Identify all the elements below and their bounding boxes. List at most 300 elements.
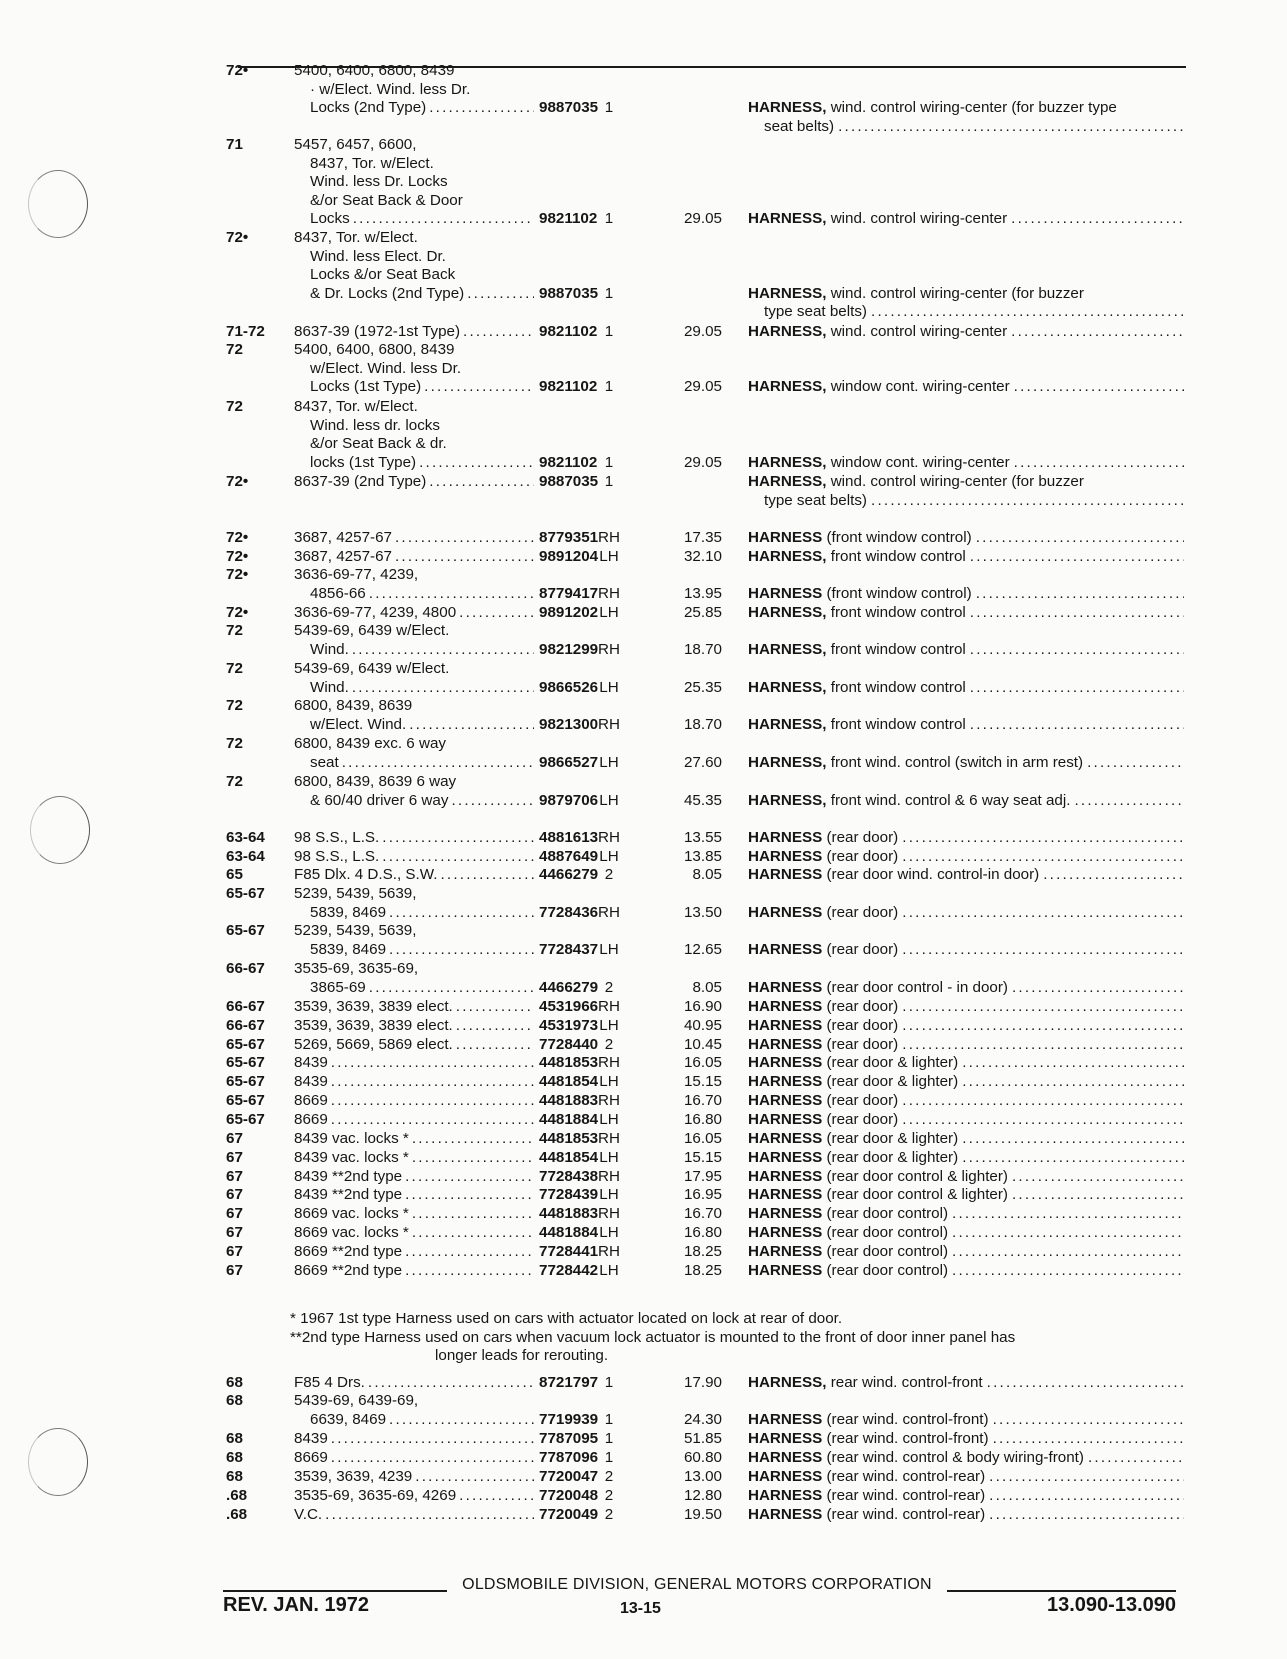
quantity: 2	[604, 978, 614, 996]
price: 18.70	[683, 715, 722, 733]
quantity: 2	[604, 866, 614, 883]
harness-label: HARNESS	[748, 1430, 823, 1447]
leader-dots	[379, 829, 534, 848]
description-line: wind. control wiring-center (for buzzer	[830, 473, 1084, 490]
model-year: 65-67	[226, 922, 265, 939]
model-description	[294, 473, 534, 492]
part-number: 4481854	[539, 1149, 599, 1166]
quantity: RH	[598, 715, 620, 733]
model-line: 5239, 5439, 5639,	[294, 885, 417, 902]
footnotes	[290, 1310, 1190, 1366]
leader-dots	[898, 1092, 1184, 1111]
model-line: 5400, 6400, 6800, 8439	[294, 341, 455, 358]
footer-corporation: OLDSMOBILE DIVISION, GENERAL MOTORS CORPORATION	[462, 1576, 932, 1593]
model-year: 65-67	[226, 1073, 265, 1090]
model-description	[294, 1262, 534, 1281]
quantity: RH	[598, 1243, 620, 1260]
part-description	[748, 99, 1184, 136]
part-number: 4881613	[539, 829, 599, 846]
description-line: window cont. wiring-center	[830, 378, 1010, 396]
model-year: 72	[226, 398, 243, 415]
model-description	[294, 62, 534, 118]
leader-dots	[412, 1468, 534, 1487]
quantity: 1	[604, 378, 614, 396]
model-line: 6800, 8439, 8639 6 way	[294, 773, 457, 790]
model-year: 67	[226, 1130, 243, 1147]
model-description	[294, 136, 534, 229]
part-number: 4466279	[539, 866, 599, 883]
part-number: 9821102	[539, 210, 598, 228]
quantity: RH	[598, 529, 620, 546]
description-line: wind. control wiring-center	[830, 210, 1008, 228]
harness-label: HARNESS	[748, 1243, 823, 1260]
part-number: 8779351	[539, 529, 599, 546]
leader-dots	[448, 792, 534, 811]
part-description	[748, 1506, 1184, 1525]
leader-dots	[1008, 1168, 1184, 1187]
model-line: 3539, 3639, 3839 elect.	[294, 1017, 453, 1034]
leader-dots	[328, 1092, 534, 1111]
model-line: 8439	[294, 1430, 328, 1447]
model-line: 8437, Tor. w/Elect.	[294, 229, 418, 246]
description-line: (rear door)	[826, 940, 899, 958]
model-description	[294, 323, 534, 342]
part-description	[748, 604, 1184, 623]
model-line: 6639, 8469	[310, 1410, 387, 1428]
leader-dots	[948, 1224, 1184, 1243]
model-year: 67	[226, 1243, 243, 1260]
model-line: 8439 **2nd type	[294, 1186, 403, 1203]
leader-dots	[1070, 792, 1184, 811]
part-number: 8721797	[539, 1374, 599, 1391]
quantity: RH	[598, 1054, 620, 1071]
model-year: 68	[226, 1449, 243, 1466]
description-line: (rear wind. control-rear)	[826, 1487, 986, 1504]
part-description	[748, 1243, 1184, 1262]
part-description	[748, 641, 1184, 660]
part-number: 9891204	[539, 548, 599, 565]
price: 18.25	[683, 1243, 722, 1260]
model-description	[294, 1205, 534, 1224]
quantity: RH	[598, 640, 620, 658]
leader-dots	[985, 1487, 1184, 1506]
price: 16.90	[683, 998, 722, 1015]
part-description	[748, 1468, 1184, 1487]
model-line: 8439 vac. locks *	[294, 1149, 409, 1166]
harness-label: HARNESS	[748, 998, 823, 1015]
description-line: (rear door control)	[826, 1243, 949, 1260]
model-line: Wind.	[310, 678, 349, 696]
model-line: 98 S.S., L.S.	[294, 848, 380, 865]
harness-label: HARNESS,	[748, 640, 827, 658]
part-description	[748, 529, 1184, 548]
model-line: 3636-69-77, 4239, 4800	[294, 604, 457, 621]
quantity: RH	[598, 1130, 620, 1147]
leader-dots	[402, 1243, 534, 1262]
harness-label: HARNESS,	[748, 678, 827, 696]
quantity: RH	[598, 829, 620, 846]
leader-dots	[437, 866, 534, 885]
model-line: 5439-69, 6439 w/Elect.	[294, 660, 450, 677]
quantity: 1	[604, 99, 614, 117]
model-description	[294, 1017, 534, 1036]
price: 13.95	[683, 584, 722, 602]
leader-dots	[328, 1430, 534, 1449]
model-year: 65	[226, 866, 243, 883]
quantity: LH	[599, 604, 619, 621]
leader-dots	[453, 1036, 534, 1055]
model-description	[294, 1430, 534, 1449]
leader-dots	[402, 1168, 534, 1187]
price: 8.05	[692, 866, 722, 883]
leader-dots	[1010, 454, 1184, 473]
leader-dots	[985, 1506, 1184, 1525]
model-description	[294, 1487, 534, 1506]
description-line: (rear door & lighter)	[826, 1149, 959, 1166]
quantity: LH	[599, 1017, 619, 1034]
leader-dots	[406, 716, 534, 735]
model-year: 72	[226, 341, 243, 358]
description-line: seat belts)	[764, 117, 835, 135]
price: 29.05	[683, 378, 722, 396]
part-number: 7728439	[539, 1186, 599, 1203]
model-description	[294, 1506, 534, 1525]
model-line: locks (1st Type)	[310, 453, 417, 471]
leader-dots	[867, 303, 1184, 322]
model-year: 67	[226, 1168, 243, 1185]
part-description	[748, 285, 1184, 322]
leader-dots	[464, 285, 534, 304]
model-description	[294, 1168, 534, 1187]
quantity: RH	[598, 903, 620, 921]
leader-dots	[1010, 378, 1184, 397]
price: 29.05	[683, 323, 722, 340]
part-description	[748, 866, 1184, 885]
harness-label: HARNESS	[748, 1054, 823, 1071]
model-line: &/or Seat Back & Door	[310, 191, 463, 209]
leader-dots	[366, 979, 534, 998]
model-line: 8669 **2nd type	[294, 1262, 403, 1279]
part-description	[748, 1073, 1184, 1092]
model-year: 68	[226, 1430, 243, 1447]
model-year: 67	[226, 1224, 243, 1241]
leader-dots	[349, 641, 534, 660]
leader-dots	[898, 848, 1184, 867]
model-year: 65-67	[226, 1111, 265, 1128]
description-line: (rear wind. control & body wiring-front)	[826, 1449, 1084, 1466]
quantity: LH	[599, 753, 619, 771]
part-description	[748, 1411, 1184, 1430]
price: 27.60	[683, 753, 722, 771]
model-line: Wind. less Dr. Locks	[310, 173, 448, 191]
harness-label: HARNESS,	[748, 323, 827, 340]
model-description	[294, 998, 534, 1017]
quantity: LH	[599, 791, 619, 809]
quantity: 1	[604, 453, 614, 471]
model-line: 6800, 8439 exc. 6 way	[294, 735, 446, 752]
description-line: (front window control)	[826, 529, 972, 546]
model-description	[294, 866, 534, 885]
model-year: 65-67	[226, 885, 265, 902]
leader-dots	[898, 1017, 1184, 1036]
quantity: 1	[604, 210, 614, 228]
description-line: (rear door)	[826, 1092, 899, 1109]
quantity: LH	[599, 1262, 619, 1279]
part-description	[748, 323, 1184, 342]
part-number: 9879706	[539, 791, 599, 809]
leader-dots	[460, 323, 534, 342]
leader-dots	[1007, 210, 1184, 229]
model-line: 8669 vac. locks *	[294, 1224, 409, 1241]
price: 29.05	[683, 453, 722, 471]
model-line: 3687, 4257-67	[294, 548, 392, 565]
model-description	[294, 660, 534, 697]
description-line: (rear door)	[826, 848, 899, 865]
model-line: 8437, Tor. w/Elect.	[294, 398, 418, 415]
model-description	[294, 960, 534, 997]
part-number: 4481883	[539, 1092, 599, 1109]
model-year: 68	[226, 1374, 243, 1391]
part-number: 7728442	[539, 1262, 599, 1279]
description-line: front window control	[830, 640, 966, 658]
footnote-second-type-continued: longer leads for rerouting.	[435, 1347, 609, 1365]
part-number: 7720047	[539, 1468, 599, 1485]
part-description	[748, 716, 1184, 735]
leader-dots	[989, 1430, 1184, 1449]
harness-label: HARNESS	[748, 1449, 823, 1466]
footer-rule-right	[947, 1590, 1176, 1592]
leader-dots	[426, 473, 534, 492]
model-line: Locks (1st Type)	[310, 378, 422, 396]
model-line: Wind.	[310, 640, 349, 658]
part-number: 9887035	[539, 473, 599, 490]
model-description	[294, 848, 534, 867]
part-number: 8779417	[539, 584, 599, 602]
leader-dots	[328, 1073, 534, 1092]
part-description	[748, 1130, 1184, 1149]
quantity: 2	[604, 1468, 614, 1485]
leader-dots	[898, 1036, 1184, 1055]
model-description	[294, 1243, 534, 1262]
quantity: LH	[599, 678, 619, 696]
part-description	[748, 1186, 1184, 1205]
model-line: 8669 vac. locks *	[294, 1205, 409, 1222]
price: 12.80	[683, 1487, 722, 1504]
part-description	[748, 1262, 1184, 1281]
model-line: 3636-69-77, 4239,	[294, 566, 419, 583]
model-year: 72•	[226, 604, 249, 621]
harness-label: HARNESS	[748, 1262, 823, 1279]
model-year: 65-67	[226, 1036, 265, 1053]
footer-rule-left	[223, 1590, 447, 1592]
description-line: type seat belts)	[764, 491, 867, 509]
harness-label: HARNESS,	[748, 284, 827, 302]
model-year: 72•	[226, 566, 249, 583]
harness-label: HARNESS,	[748, 604, 827, 621]
model-line: w/Elect. Wind.	[310, 715, 407, 733]
model-line: Locks	[310, 210, 350, 228]
leader-dots	[386, 904, 534, 923]
harness-label: HARNESS	[748, 1168, 823, 1185]
price: 8.05	[692, 978, 722, 996]
leader-dots	[948, 1243, 1184, 1262]
model-description	[294, 697, 534, 734]
harness-label: HARNESS	[748, 1092, 823, 1109]
price: 12.65	[683, 940, 722, 958]
model-year: 63-64	[226, 848, 265, 865]
price: 25.85	[683, 604, 722, 621]
model-description	[294, 1392, 534, 1429]
part-number: 9821299	[539, 640, 599, 658]
part-number: 4531973	[539, 1017, 599, 1034]
description-line: wind. control wiring-center (for buzzer type	[830, 99, 1117, 117]
model-line: 5839, 8469	[310, 903, 387, 921]
quantity: LH	[599, 848, 619, 865]
leader-dots	[972, 585, 1184, 604]
harness-label: HARNESS	[748, 866, 823, 883]
leader-dots	[366, 585, 534, 604]
quantity: 2	[604, 1487, 614, 1504]
price: 17.95	[683, 1168, 722, 1185]
leader-dots	[1039, 866, 1184, 885]
part-description	[748, 848, 1184, 867]
part-number: 7787096	[539, 1449, 599, 1466]
page-number: 13-15	[620, 1600, 661, 1617]
leader-dots	[416, 454, 534, 473]
price: 45.35	[683, 791, 722, 809]
model-line: 4856-66	[310, 584, 366, 602]
part-number: 7728437	[539, 940, 599, 958]
model-line: 3535-69, 3635-69,	[294, 960, 419, 977]
revision-date: REV. JAN. 1972	[223, 1594, 370, 1616]
model-year: 66-67	[226, 960, 265, 977]
model-year: 68	[226, 1468, 243, 1485]
harness-label: HARNESS,	[748, 753, 827, 771]
leader-dots	[898, 904, 1184, 923]
model-line: F85 Dlx. 4 D.S., S.W.	[294, 866, 438, 883]
description-line: (rear door control & lighter)	[826, 1168, 1008, 1185]
harness-label: HARNESS	[748, 1149, 823, 1166]
part-number: 7787095	[539, 1430, 599, 1447]
quantity: 1	[604, 473, 614, 490]
model-line: 3535-69, 3635-69, 4269	[294, 1487, 457, 1504]
description-line: wind. control wiring-center	[830, 323, 1008, 340]
model-description	[294, 885, 534, 922]
model-line: 5457, 6457, 6600,	[294, 136, 417, 153]
leader-dots	[350, 210, 534, 229]
part-number: 7719939	[539, 1410, 599, 1428]
model-description	[294, 1449, 534, 1468]
model-line: F85 4 Drs.	[294, 1374, 365, 1391]
part-description	[748, 1224, 1184, 1243]
description-line: (rear door control - in door)	[826, 978, 1008, 996]
model-year: 71-72	[226, 323, 265, 340]
quantity: LH	[599, 1073, 619, 1090]
part-description	[748, 1017, 1184, 1036]
model-line: 8669	[294, 1449, 328, 1466]
description-line: wind. control wiring-center (for buzzer	[830, 284, 1084, 302]
part-number: 9887035	[539, 284, 599, 302]
model-description	[294, 229, 534, 303]
leader-dots	[386, 941, 534, 960]
price: 16.70	[683, 1092, 722, 1109]
model-line: seat	[310, 753, 339, 771]
part-number: 4481853	[539, 1130, 599, 1147]
harness-label: HARNESS	[748, 903, 823, 921]
part-number: 7720048	[539, 1487, 599, 1504]
leader-dots	[349, 679, 534, 698]
model-year: .68	[226, 1487, 248, 1504]
part-number: 7728436	[539, 903, 599, 921]
model-year: .68	[226, 1506, 248, 1523]
leader-dots	[421, 378, 534, 397]
part-number: 7728440	[539, 1036, 599, 1053]
quantity: LH	[599, 1224, 619, 1241]
model-line: 8439 vac. locks *	[294, 1130, 409, 1147]
part-number: 7728438	[539, 1168, 599, 1185]
leader-dots	[1083, 754, 1184, 773]
model-year: 72	[226, 735, 243, 752]
model-year: 72	[226, 773, 243, 790]
model-description	[294, 922, 534, 959]
harness-label: HARNESS,	[748, 99, 827, 117]
quantity: LH	[599, 548, 619, 565]
part-description	[748, 1054, 1184, 1073]
leader-dots	[989, 1411, 1184, 1430]
harness-label: HARNESS	[748, 940, 823, 958]
part-number: 4887649	[539, 848, 599, 865]
binder-hole-bottom	[28, 1428, 88, 1496]
leader-dots	[983, 1374, 1184, 1393]
leader-dots	[328, 1054, 534, 1073]
leader-dots	[409, 1224, 534, 1243]
part-description	[748, 904, 1184, 923]
leader-dots	[386, 1411, 534, 1430]
part-number: 9821102	[539, 453, 598, 471]
model-year: 68	[226, 1392, 243, 1409]
part-number: 4531966	[539, 998, 599, 1015]
model-line: w/Elect. Wind. less Dr.	[310, 359, 462, 377]
part-description	[748, 210, 1184, 229]
harness-label: HARNESS,	[748, 378, 827, 396]
quantity: RH	[598, 584, 620, 602]
model-description	[294, 773, 534, 810]
description-line: rear wind. control-front	[830, 1374, 983, 1391]
leader-dots	[898, 998, 1184, 1017]
leader-dots	[1084, 1449, 1184, 1468]
description-line: front window control	[830, 715, 966, 733]
binder-hole-middle	[30, 796, 90, 864]
part-number: 4481883	[539, 1205, 599, 1222]
part-number: 7728441	[539, 1243, 599, 1260]
leader-dots	[966, 548, 1184, 567]
price: 29.05	[683, 210, 722, 228]
description-line: (rear door wind. control-in door)	[826, 866, 1040, 883]
leader-dots	[948, 1205, 1184, 1224]
leader-dots	[409, 1149, 534, 1168]
model-line: 98 S.S., L.S.	[294, 829, 380, 846]
harness-label: HARNESS	[748, 1506, 823, 1523]
model-line: 6800, 8439, 8639	[294, 697, 413, 714]
leader-dots	[834, 118, 1184, 137]
harness-label: HARNESS	[748, 584, 823, 602]
harness-label: HARNESS	[748, 1186, 823, 1203]
harness-label: HARNESS	[748, 1130, 823, 1147]
quantity: 1	[604, 1430, 614, 1447]
part-number: 4481854	[539, 1073, 599, 1090]
footnote-first-type: * 1967 1st type Harness used on cars with actuator located on lock at rear of door.	[290, 1310, 843, 1327]
quantity: RH	[598, 1092, 620, 1109]
